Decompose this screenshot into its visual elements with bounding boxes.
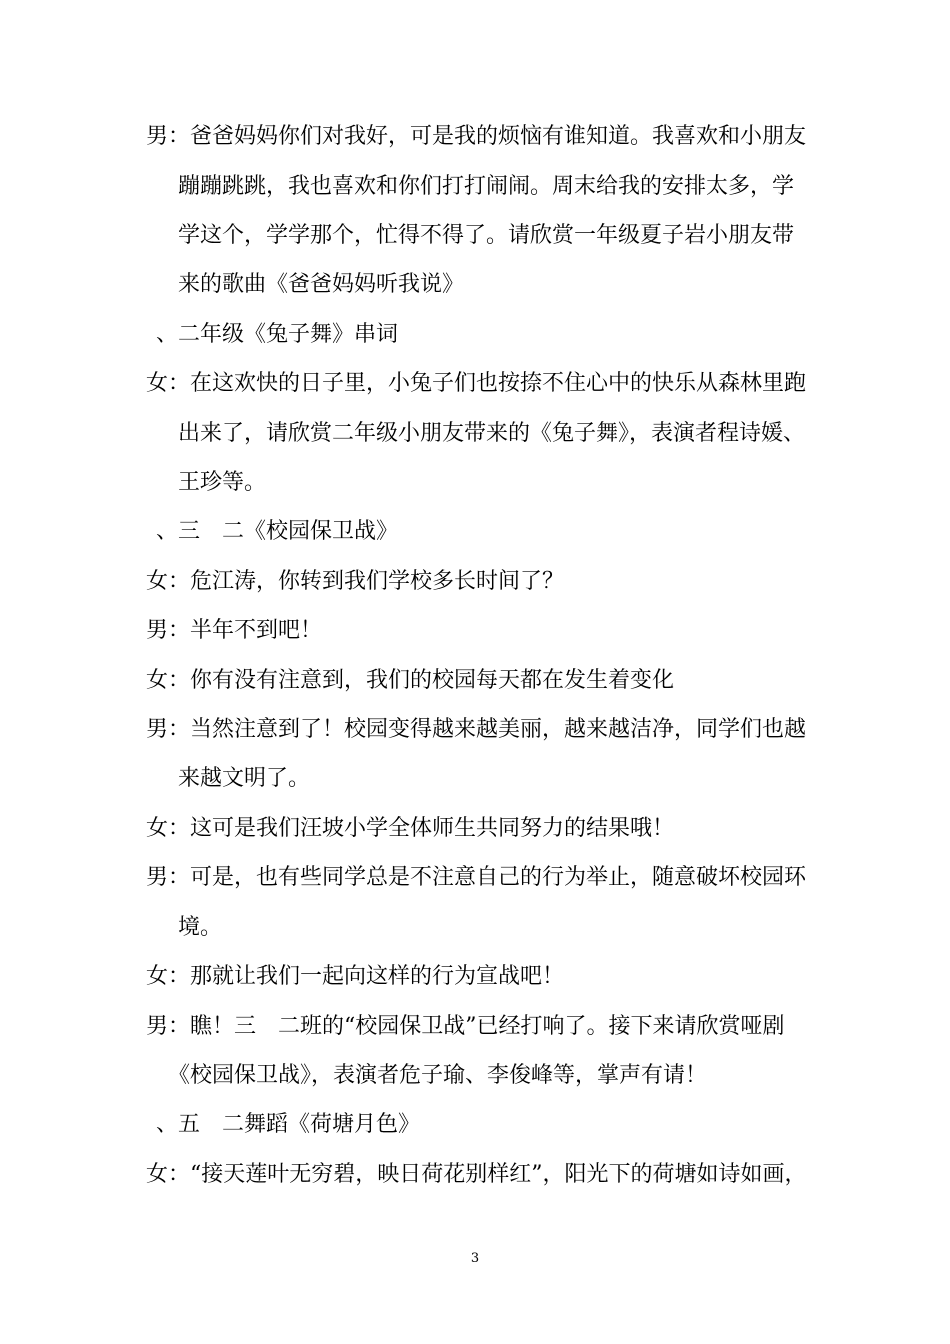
- text-line: 来越文明了。: [178, 766, 311, 791]
- section-heading: 、二年级《兔子舞》串词: [156, 322, 399, 347]
- text-line: 境。: [178, 915, 223, 940]
- text-line: 女：那就让我们一起向这样的行为宣战吧！: [146, 964, 565, 989]
- text-line: 女：“接天莲叶无穷碧，映日荷花别样红”，阳光下的荷塘如诗如画，: [146, 1162, 807, 1187]
- text-line: 学这个，学学那个，忙得不得了。请欣赏一年级夏子岩小朋友带: [178, 223, 795, 248]
- text-line: 女：这可是我们汪坡小学全体师生共同努力的结果哦！: [146, 816, 675, 841]
- text-line: 男：瞧！三 二班的“校园保卫战”已经打响了。接下来请欣赏哑剧: [146, 1014, 785, 1039]
- text-line: 男：当然注意到了！校园变得越来越美丽，越来越洁净，同学们也越: [146, 717, 807, 742]
- text-line: 女：你有没有注意到，我们的校园每天都在发生着变化: [146, 668, 675, 693]
- page-number: 3: [470, 1251, 480, 1266]
- text-line: 出来了，请欣赏二年级小朋友带来的《兔子舞》，表演者程诗媛、: [178, 421, 806, 446]
- text-line: 男：爸爸妈妈你们对我好，可是我的烦恼有谁知道。我喜欢和小朋友: [146, 124, 807, 149]
- text-line: 女：在这欢快的日子里，小兔子们也按捺不住心中的快乐从森林里跑: [146, 371, 807, 396]
- text-line: 王珍等。: [178, 470, 267, 495]
- section-heading: 、三 二《校园保卫战》: [156, 519, 399, 544]
- text-line: 女：危江涛，你转到我们学校多长时间了？: [146, 569, 565, 594]
- text-line: 男：可是，也有些同学总是不注意自己的行为举止，随意破坏校园环: [146, 865, 807, 890]
- text-line: 蹦蹦跳跳，我也喜欢和你们打打闹闹。周末给我的安排太多，学: [178, 174, 795, 199]
- text-line: 男：半年不到吧！: [146, 618, 323, 643]
- text-line: 《校园保卫战》，表演者危子瑜、李俊峰等，掌声有请！: [168, 1063, 708, 1088]
- text-line: 来的歌曲《爸爸妈妈听我说》: [178, 272, 465, 297]
- section-heading: 、五 二舞蹈《荷塘月色》: [156, 1112, 421, 1137]
